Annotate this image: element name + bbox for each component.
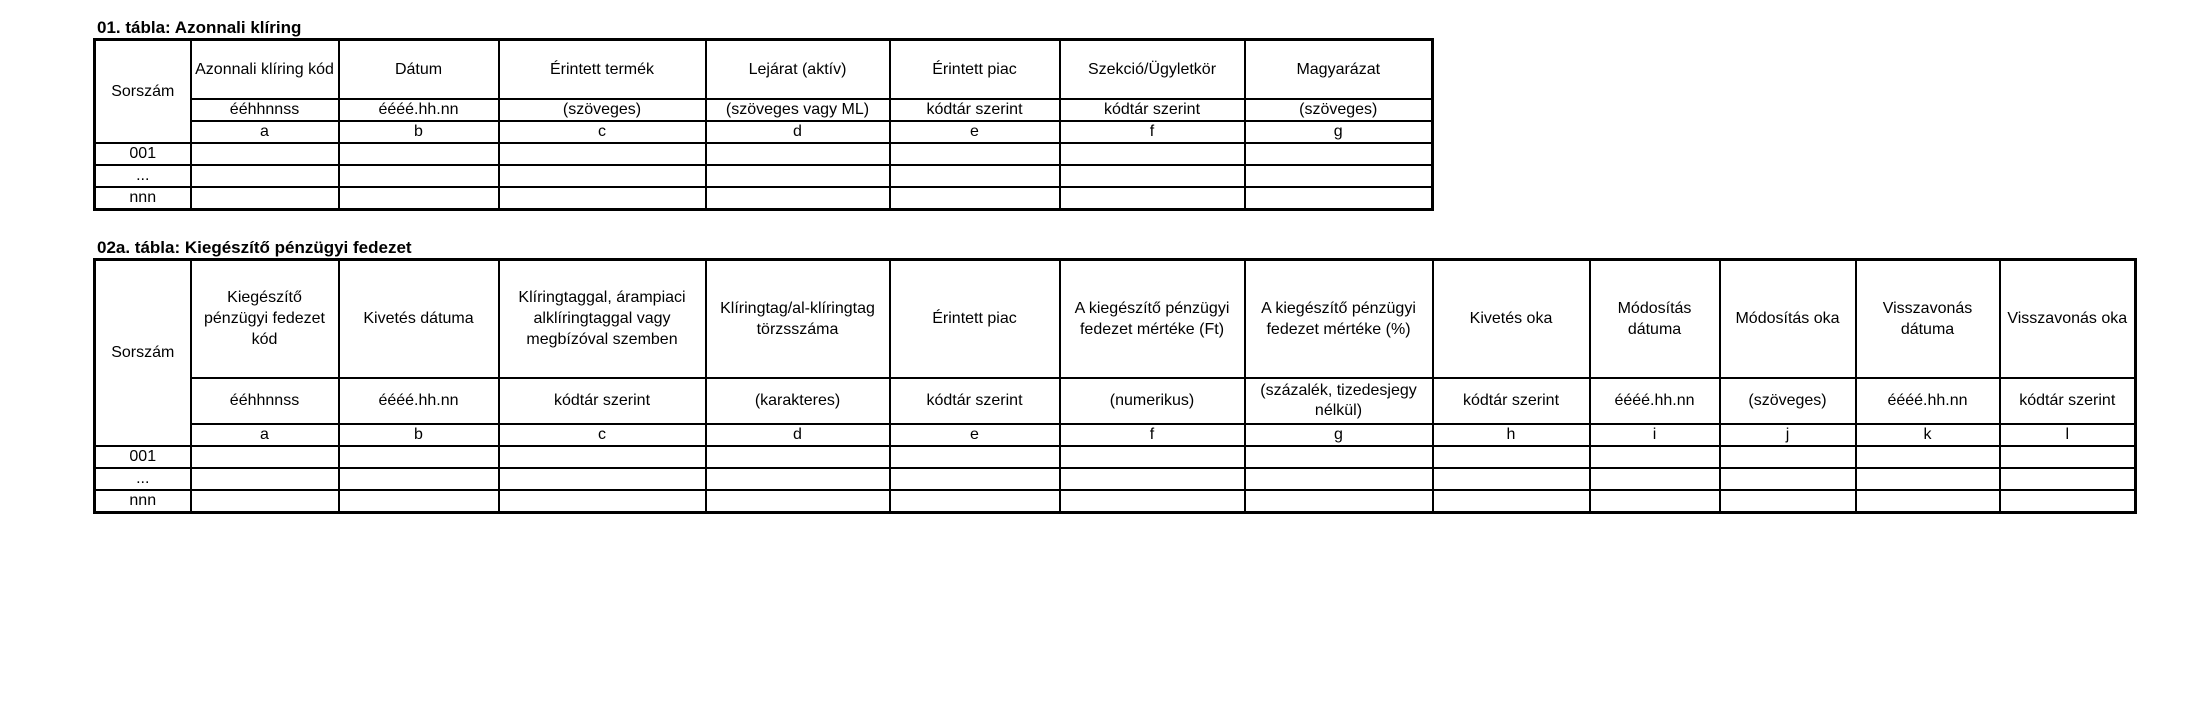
- cell: [499, 187, 706, 210]
- cell: [706, 187, 890, 210]
- cell: [706, 165, 890, 187]
- cell: [339, 187, 499, 210]
- table2-col-c-name: Klíringtaggal, árampiaci alklíringtaggal vagy megbízóval szemben: [499, 260, 706, 378]
- cell: [1245, 187, 1433, 210]
- cell: [1060, 446, 1245, 468]
- cell: [1060, 468, 1245, 490]
- table2-col-h-format: kódtár szerint: [1433, 378, 1590, 424]
- cell: [1245, 446, 1433, 468]
- table2-col-d-format: (karakteres): [706, 378, 890, 424]
- table2-col-l-format: kódtár szerint: [2000, 378, 2136, 424]
- cell: [1720, 446, 1856, 468]
- table-row: [95, 468, 2136, 490]
- table1-col-e-format: kódtár szerint: [890, 99, 1060, 121]
- cell: [1720, 490, 1856, 513]
- table2-sorszam-header: Sorszám: [95, 260, 191, 446]
- table2-col-i-letter: i: [1590, 424, 1720, 446]
- table1-col-g-letter: g: [1245, 121, 1433, 143]
- cell: [890, 165, 1060, 187]
- table1-col-f-name: Szekció/Ügyletkör: [1060, 40, 1245, 99]
- table2-col-g-name: A kiegészítő pénzügyi fedezet mértéke (%): [1245, 260, 1433, 378]
- cell: [706, 446, 890, 468]
- cell: [2000, 490, 2136, 513]
- table1-col-c-format: (szöveges): [499, 99, 706, 121]
- cell: [2000, 446, 2136, 468]
- table2-col-l-name: Visszavonás oka: [2000, 260, 2136, 378]
- cell: [191, 187, 339, 210]
- table1-grid: [93, 38, 1434, 211]
- row-label: ...: [95, 165, 191, 187]
- cell: [1433, 490, 1590, 513]
- table-row: [95, 446, 2136, 468]
- table2-col-j-letter: j: [1720, 424, 1856, 446]
- table1-col-c-name: Érintett termék: [499, 40, 706, 99]
- cell: [339, 446, 499, 468]
- table-row: [95, 187, 1433, 210]
- table2-col-c-letter: c: [499, 424, 706, 446]
- table2-grid: [93, 258, 2137, 514]
- table2-col-g-format: (százalék, tizedesjegy nélkül): [1245, 378, 1433, 424]
- cell: [1856, 490, 2000, 513]
- table2-col-l-letter: l: [2000, 424, 2136, 446]
- cell: [1245, 143, 1433, 165]
- table2-col-f-format: (numerikus): [1060, 378, 1245, 424]
- cell: [1590, 446, 1720, 468]
- table-row: [95, 165, 1433, 187]
- table1-col-e-name: Érintett piac: [890, 40, 1060, 99]
- cell: [1060, 143, 1245, 165]
- table2-col-b-format: éééé.hh.nn: [339, 378, 499, 424]
- table2-col-b-letter: b: [339, 424, 499, 446]
- table1-col-d-format: (szöveges vagy ML): [706, 99, 890, 121]
- row-label: 001: [95, 446, 191, 468]
- cell: [1060, 187, 1245, 210]
- cell: [499, 165, 706, 187]
- table2-col-d-letter: d: [706, 424, 890, 446]
- table1-col-a-format: ééhhnnss: [191, 99, 339, 121]
- cell: [1060, 165, 1245, 187]
- row-label: nnn: [95, 490, 191, 513]
- table1-col-d-name: Lejárat (aktív): [706, 40, 890, 99]
- table2-col-f-letter: f: [1060, 424, 1245, 446]
- cell: [2000, 468, 2136, 490]
- table1-title: 01. tábla: Azonnali klíring: [97, 18, 302, 37]
- cell: [191, 468, 339, 490]
- table1-col-b-letter: b: [339, 121, 499, 143]
- cell: [499, 446, 706, 468]
- table1-col-d-letter: d: [706, 121, 890, 143]
- cell: [1856, 446, 2000, 468]
- table2-col-a-letter: a: [191, 424, 339, 446]
- table1-col-b-format: éééé.hh.nn: [339, 99, 499, 121]
- cell: [1060, 490, 1245, 513]
- cell: [191, 490, 339, 513]
- table2-col-a-format: ééhhnnss: [191, 378, 339, 424]
- cell: [339, 468, 499, 490]
- table1-col-f-letter: f: [1060, 121, 1245, 143]
- table2-col-e-name: Érintett piac: [890, 260, 1060, 378]
- table1-col-b-name: Dátum: [339, 40, 499, 99]
- table2-col-e-format: kódtár szerint: [890, 378, 1060, 424]
- table2-col-a-name: Kiegészítő pénzügyi fedezet kód: [191, 260, 339, 378]
- cell: [1590, 468, 1720, 490]
- table2-col-j-name: Módosítás oka: [1720, 260, 1856, 378]
- cell: [339, 143, 499, 165]
- cell: [1433, 446, 1590, 468]
- cell: [890, 468, 1060, 490]
- cell: [499, 490, 706, 513]
- table1-section: [93, 18, 1434, 211]
- table2-col-c-format: kódtár szerint: [499, 378, 706, 424]
- table1-col-e-letter: e: [890, 121, 1060, 143]
- cell: [1245, 490, 1433, 513]
- table2-col-k-letter: k: [1856, 424, 2000, 446]
- cell: [499, 468, 706, 490]
- cell: [1720, 468, 1856, 490]
- cell: [890, 187, 1060, 210]
- cell: [1245, 468, 1433, 490]
- cell: [706, 143, 890, 165]
- cell: [890, 143, 1060, 165]
- cell: [706, 468, 890, 490]
- table2-col-e-letter: e: [890, 424, 1060, 446]
- table2-col-f-name: A kiegészítő pénzügyi fedezet mértéke (Ft): [1060, 260, 1245, 378]
- cell: [499, 143, 706, 165]
- table1-col-g-format: (szöveges): [1245, 99, 1433, 121]
- table2-col-k-name: Visszavonás dátuma: [1856, 260, 2000, 378]
- cell: [1856, 468, 2000, 490]
- cell: [1433, 468, 1590, 490]
- cell: [1245, 165, 1433, 187]
- table2-col-h-name: Kivetés oka: [1433, 260, 1590, 378]
- table1-col-a-name: Azonnali klíring kód: [191, 40, 339, 99]
- table1-col-g-name: Magyarázat: [1245, 40, 1433, 99]
- table2-col-b-name: Kivetés dátuma: [339, 260, 499, 378]
- table1-sorszam-header: Sorszám: [95, 40, 191, 143]
- table2-col-i-format: éééé.hh.nn: [1590, 378, 1720, 424]
- table2-col-j-format: (szöveges): [1720, 378, 1856, 424]
- cell: [890, 490, 1060, 513]
- cell: [706, 490, 890, 513]
- table-row: [95, 490, 2136, 513]
- table1-col-c-letter: c: [499, 121, 706, 143]
- cell: [191, 165, 339, 187]
- table-row: [95, 143, 1433, 165]
- cell: [1590, 490, 1720, 513]
- table1-col-f-format: kódtár szerint: [1060, 99, 1245, 121]
- table1-col-a-letter: a: [191, 121, 339, 143]
- table2-col-d-name: Klíringtag/al-klíringtag törzsszáma: [706, 260, 890, 378]
- row-label: nnn: [95, 187, 191, 210]
- table2-col-k-format: éééé.hh.nn: [1856, 378, 2000, 424]
- table2-col-i-name: Módosítás dátuma: [1590, 260, 1720, 378]
- table2-col-g-letter: g: [1245, 424, 1433, 446]
- cell: [191, 143, 339, 165]
- table2-col-h-letter: h: [1433, 424, 1590, 446]
- cell: [890, 446, 1060, 468]
- table2-section: [93, 238, 2137, 514]
- cell: [339, 165, 499, 187]
- row-label: ...: [95, 468, 191, 490]
- table2-title: 02a. tábla: Kiegészítő pénzügyi fedezet: [97, 238, 412, 257]
- cell: [191, 446, 339, 468]
- cell: [339, 490, 499, 513]
- row-label: 001: [95, 143, 191, 165]
